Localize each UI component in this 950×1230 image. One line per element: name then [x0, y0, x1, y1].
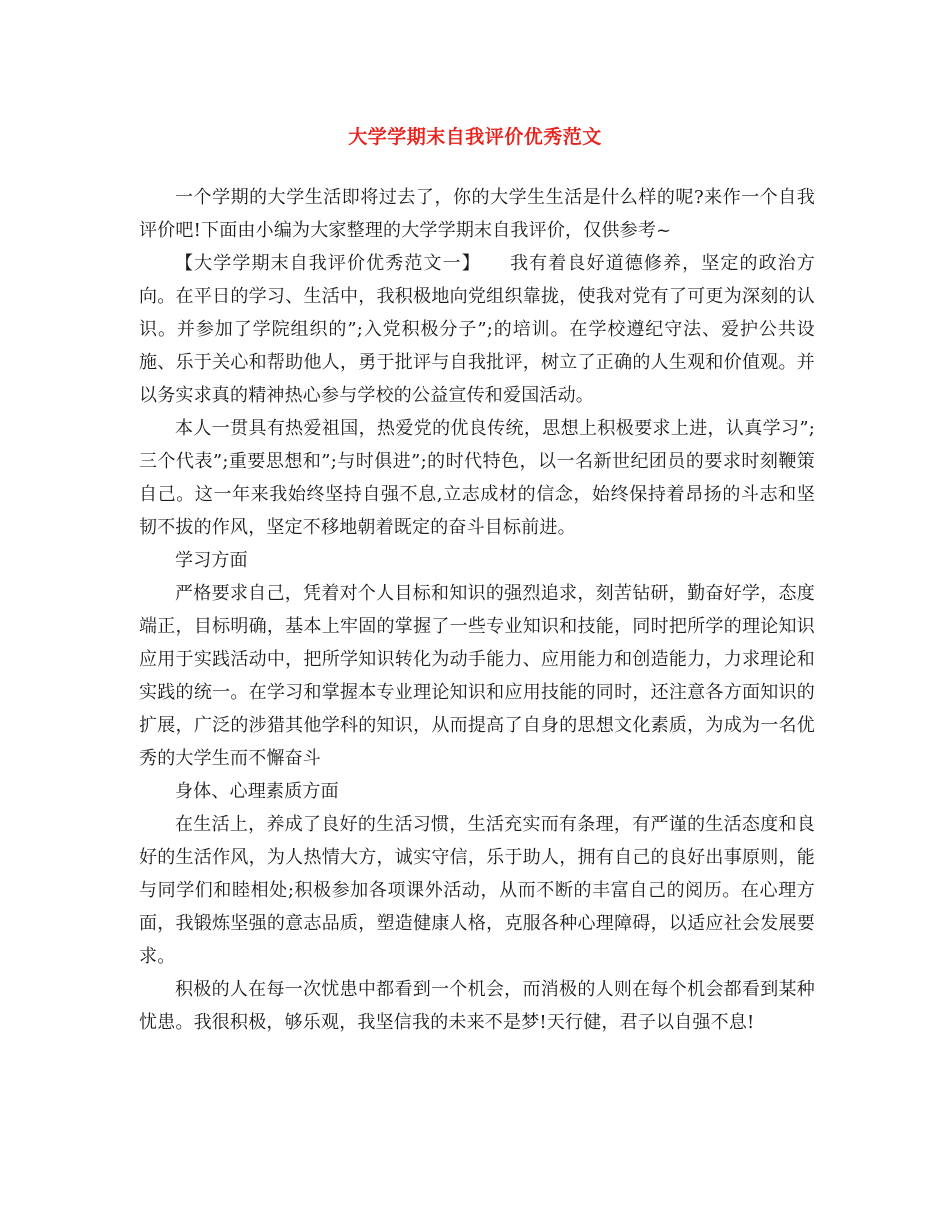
closing-paragraph: 积极的人在每一次忧患中都看到一个机会，而消极的人则在每个机会都看到某种忧患。我很积极，够乐观，我坚信我的未来不是梦!天行健，君子以自强不息!	[139, 979, 815, 1033]
study-paragraph: 严格要求自己，凭着对个人目标和知识的强烈追求，刻苦钻研，勤奋好学，态度端正，目标明确，基本上牢固的掌握了一些专业知识和技能，同时把所学的理论知识应用于实践活动中，把所学知识转化为动手能力、应用能力和创造能力，力求理论和实践的统一。在学习和掌握本专业理论知识和应用技能的同时，还注意各方面知识的扩展，广泛的涉猎其他学科的知识，从而提高了自身的思想文化素质，为成为一名优秀的大学生而不懈奋斗	[139, 583, 815, 769]
patriotism-paragraph: 本人一贯具有热爱祖国，热爱党的优良传统，思想上积极要求上进，认真学习”;三个代表”;重要思想和”;与时俱进”;的时代特色，以一名新世纪团员的要求时刻鞭策自己。这一年来我始终坚持自强不息,立志成材的信念，始终保持着昂扬的斗志和坚韧不拔的作风，坚定不移地朝着既定的奋斗目标前进。	[139, 418, 815, 538]
intro-paragraph: 一个学期的大学生活即将过去了，你的大学生生活是什么样的呢?来作一个自我评价吧!下面由小编为大家整理的大学学期末自我评价，仅供参考~	[139, 187, 815, 241]
document-title: 大学学期末自我评价优秀范文	[348, 126, 602, 148]
health-heading: 身体、心理素质方面	[175, 781, 339, 802]
study-heading: 学习方面	[175, 550, 248, 571]
essay-one-paragraph: 【大学学期末自我评价优秀范文一】 我有着良好道德修养，坚定的政治方向。在平日的学习、生活中，我积极地向党组织靠拢，使我对党有了可更为深刻的认识。并参加了学院组织的”;入党积极分子”;的培训。在学校遵纪守法、爱护公共设施、乐于关心和帮助他人，勇于批评与自我批评，树立了正确的人生观和价值观。并以务实求真的精神热心参与学校的公益宣传和爱国活动。	[139, 253, 815, 406]
document-body	[139, 181, 815, 1039]
health-paragraph: 在生活上，养成了良好的生活习惯，生活充实而有条理，有严谨的生活态度和良好的生活作风，为人热情大方，诚实守信，乐于助人，拥有自己的良好出事原则，能与同学们和睦相处;积极参加各项课外活动，从而不断的丰富自己的阅历。在心理方面，我锻炼坚强的意志品质，塑造健康人格，克服各种心理障碍，以适应社会发展要求。	[139, 814, 815, 967]
